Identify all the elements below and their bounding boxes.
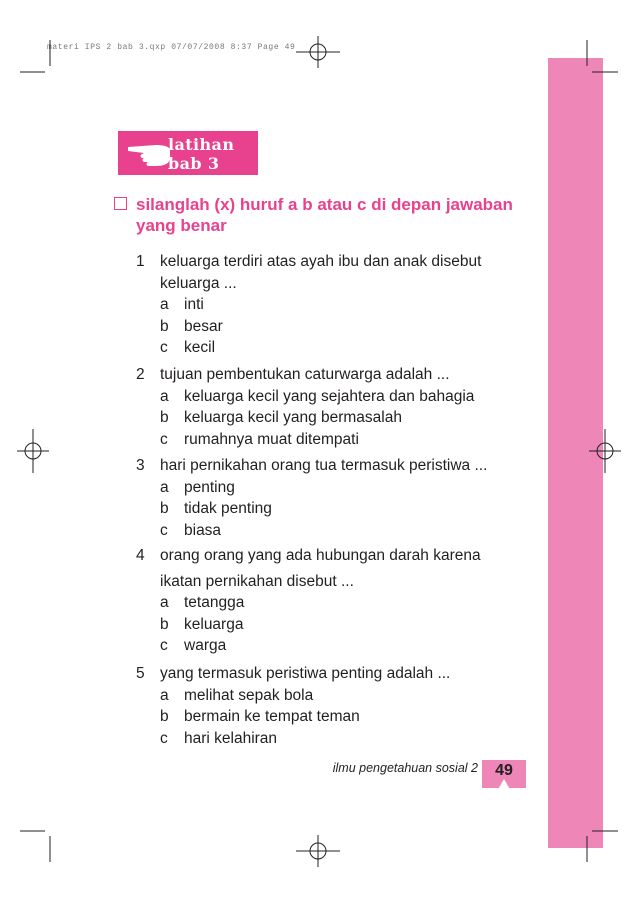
page-number: 49 bbox=[495, 762, 513, 779]
question-number: 2 bbox=[136, 366, 145, 383]
question-text: keluarga terdiri atas ayah ibu dan anak disebut bbox=[160, 253, 482, 270]
question-5 bbox=[136, 663, 536, 749]
answer-option: c hari kelahiran bbox=[160, 729, 278, 747]
print-slug: materi IPS 2 bab 3.qxp 07/07/2008 8:37 Page 49 bbox=[47, 43, 296, 52]
question-number: 5 bbox=[136, 665, 145, 682]
question-text: ikatan pernikahan disebut ... bbox=[160, 572, 354, 590]
answer-option: b keluarga bbox=[160, 615, 244, 633]
question-4 bbox=[136, 545, 536, 657]
answer-option: b besar bbox=[160, 317, 223, 335]
answer-option: c kecil bbox=[160, 339, 216, 356]
answer-option: a melihat sepak bola bbox=[160, 686, 314, 704]
question-text: tujuan pembentukan caturwarga adalah ... bbox=[160, 366, 450, 383]
registration-mark-left bbox=[17, 429, 49, 473]
answer-option: b keluarga kecil yang bermasalah bbox=[160, 409, 402, 426]
answer-option: b bermain ke tempat teman bbox=[160, 708, 360, 725]
answer-option: a tetangga bbox=[160, 594, 245, 611]
answer-option: c biasa bbox=[160, 521, 222, 539]
page-number-tab bbox=[482, 760, 526, 788]
question-3 bbox=[136, 455, 536, 541]
pointing-hand-icon bbox=[126, 140, 172, 168]
registration-mark-right bbox=[589, 429, 621, 473]
answer-option: c warga bbox=[160, 637, 227, 654]
registration-mark-bottom bbox=[296, 835, 340, 867]
question-number: 4 bbox=[136, 547, 145, 564]
question-number: 3 bbox=[136, 457, 145, 474]
answer-option: c rumahnya muat ditempati bbox=[160, 430, 359, 448]
question-text: keluarga ... bbox=[160, 274, 237, 292]
footer-book-title: ilmu pengetahuan sosial 2 bbox=[332, 761, 478, 775]
badge-title: latihan bbox=[168, 135, 235, 154]
answer-option: a keluarga kecil yang sejahtera dan bahagia bbox=[160, 387, 475, 405]
question-text: yang termasuk peristiwa penting adalah ... bbox=[160, 665, 451, 682]
question-number: 1 bbox=[136, 253, 145, 270]
question-text: hari pernikahan orang tua termasuk peristiwa ... bbox=[160, 457, 488, 474]
question-1 bbox=[136, 251, 536, 359]
badge-subtitle: bab 3 bbox=[168, 154, 220, 173]
section-badge bbox=[118, 131, 258, 175]
checkbox-bullet-icon bbox=[114, 197, 127, 210]
instruction-heading: silanglah (x) huruf a b atau c di depan jawaban yang benar bbox=[136, 195, 513, 235]
answer-option: b tidak penting bbox=[160, 500, 272, 517]
answer-option: a penting bbox=[160, 478, 235, 496]
question-text: orang orang yang ada hubungan darah karena bbox=[160, 547, 481, 564]
question-2 bbox=[136, 364, 536, 450]
registration-mark-top bbox=[296, 36, 340, 68]
answer-option: a inti bbox=[160, 296, 204, 313]
